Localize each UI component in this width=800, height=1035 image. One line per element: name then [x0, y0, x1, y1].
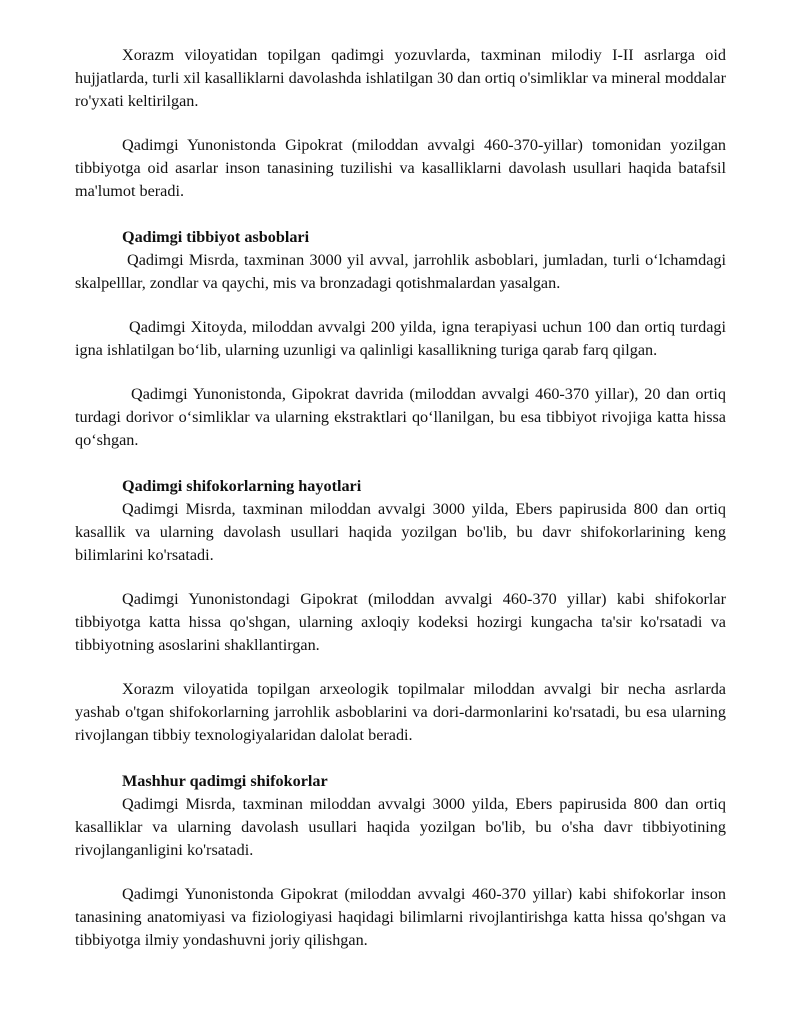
- paragraph-china-acupuncture: Qadimgi Xitoyda, miloddan avvalgi 200 yilda, igna terapiyasi uchun 100 dan ortiq turdagi igna ishlatilgan boʻlib, ularning uzunligi va qalinligi kasallikning turiga qarab farq qilgan.: [75, 318, 726, 359]
- heading-famous-physicians: Mashhur qadimgi shifokorlar: [122, 772, 328, 790]
- heading-ancient-medical-tools: Qadimgi tibbiyot asboblari: [122, 228, 310, 246]
- paragraph-khorezm-writings: Xorazm viloyatidan topilgan qadimgi yozuvlarda, taxminan milodiy I-II asrlarga oid hujjatlarda, turli xil kasalliklarni davolashda ishlatilgan 30 dan ortiq o'simliklar va mineral moddalar ro'yxati keltirilgan.: [75, 46, 726, 110]
- paragraph-hippocrates-ethics: Qadimgi Yunonistondagi Gipokrat (miloddan avvalgi 460-370 yillar) kabi shifokorlar tibbiyotga katta hissa qo'shgan, ularning axloqiy kodeksi hozirgi kungacha ta'sir ko'rsatadi va tibbiyotning asoslarini shakllantirgan.: [75, 590, 726, 654]
- paragraph-ebers-papyrus: Qadimgi Misrda, taxminan miloddan avvalgi 3000 yilda, Ebers papirusida 800 dan ortiq kasallik va ularning davolash usullari haqida yozilgan bo'lib, bu davr shifokorlarining keng bilimlarini ko'rsatadi.: [75, 500, 726, 564]
- paragraph-greece-medicinal-plants: Qadimgi Yunonistonda, Gipokrat davrida (miloddan avvalgi 460-370 yillar), 20 dan ortiq turdagi dorivor oʻsimliklar va ularning ekstraktlari qoʻllanilgan, bu esa tibbiyot rivojiga katta hissa qoʻshgan.: [75, 385, 726, 449]
- heading-lives-of-physicians: Qadimgi shifokorlarning hayotlari: [122, 477, 362, 495]
- paragraph-egypt-surgical-tools: Qadimgi Misrda, taxminan 3000 yil avval, jarrohlik asboblari, jumladan, turli oʻlchamdagi skalpelllar, zondlar va qaychi, mis va bronzadagi qotishmalardan yasalgan.: [75, 251, 726, 292]
- paragraph-hippocrates-anatomy: Qadimgi Yunonistonda Gipokrat (miloddan avvalgi 460-370 yillar) kabi shifokorlar inson tanasining anatomiyasi va fiziologiyasi haqidagi bilimlarni rivojlantirishga katta hissa qo'shgan va tibbiyotga ilmiy yondashuvni joriy qilishgan.: [75, 885, 726, 949]
- paragraph-khorezm-finds: Xorazm viloyatida topilgan arxeologik topilmalar miloddan avvalgi bir necha asrlarda yashab o'tgan shifokorlarning jarrohlik asboblarini va dori-darmonlarini ko'rsatadi, bu esa ularning rivojlangan tibbiy texnologiyalaridan dalolat beradi.: [75, 680, 726, 744]
- paragraph-ebers-papyrus-2: Qadimgi Misrda, taxminan miloddan avvalgi 3000 yilda, Ebers papirusida 800 dan ortiq kasalliklar va ularning davolash usullari haqida yozilgan bo'lib, bu o'sha davr tibbiyotining rivojlanganligini ko'rsatadi.: [75, 795, 726, 859]
- paragraph-hippocrates-works: Qadimgi Yunonistonda Gipokrat (miloddan avvalgi 460-370-yillar) tomonidan yozilgan tibbiyotga oid asarlar inson tanasining tuzilishi va kasalliklarni davolash usullari haqida batafsil ma'lumot beradi.: [75, 136, 726, 200]
